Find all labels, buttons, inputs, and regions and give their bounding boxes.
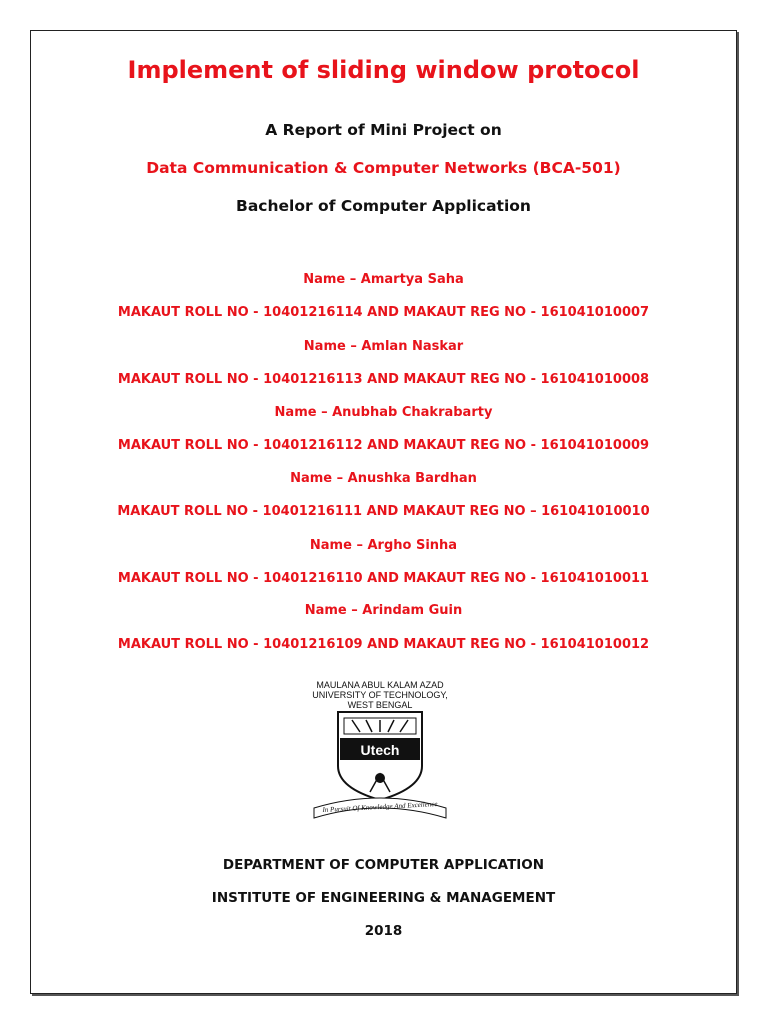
report-line: A Report of Mini Project on [265, 121, 502, 139]
logo-line-1: MAULANA ABUL KALAM AZAD [316, 680, 444, 690]
member-name: Name – Amartya Saha [303, 272, 464, 287]
emblem-label: Utech [360, 742, 400, 758]
member-roll: MAKAUT ROLL NO - 10401216114 AND MAKAUT REG NO - 161041010007 [117, 305, 650, 320]
institute-line: INSTITUTE OF ENGINEERING & MANAGEMENT [211, 890, 556, 906]
logo-line-2: UNIVERSITY OF TECHNOLOGY, [312, 690, 448, 700]
member-name: Name – Amlan Naskar [303, 339, 464, 354]
logo-motto: In Pursuit Of Knowledge And Excellence [322, 799, 438, 815]
member-name: Name – Anubhab Chakrabarty [274, 405, 493, 420]
member-roll: MAKAUT ROLL NO - 10401216110 AND MAKAUT REG NO - 161041010011 [117, 571, 650, 586]
member-roll: MAKAUT ROLL NO - 10401216113 AND MAKAUT REG NO - 161041010008 [117, 372, 650, 387]
member-roll: MAKAUT ROLL NO - 10401216112 AND MAKAUT REG NO - 161041010009 [117, 438, 650, 453]
degree-line: Bachelor of Computer Application [236, 197, 531, 215]
member-roll: MAKAUT ROLL NO - 10401216109 AND MAKAUT REG NO - 161041010012 [117, 637, 650, 652]
member-name: Name – Argho Sinha [309, 538, 458, 553]
department-line: DEPARTMENT OF COMPUTER APPLICATION [222, 857, 545, 873]
year-line: 2018 [364, 923, 403, 939]
member-name: Name – Anushka Bardhan [290, 471, 477, 486]
university-logo [300, 676, 460, 826]
subject-line: Data Communication & Computer Networks (BCA-501) [146, 159, 621, 177]
member-roll: MAKAUT ROLL NO - 10401216111 AND MAKAUT REG NO – 161041010010 [117, 504, 650, 519]
logo-line-3: WEST BENGAL [347, 700, 413, 710]
member-name: Name – Arindam Guin [304, 603, 463, 618]
report-title: Implement of sliding window protocol [127, 56, 640, 84]
